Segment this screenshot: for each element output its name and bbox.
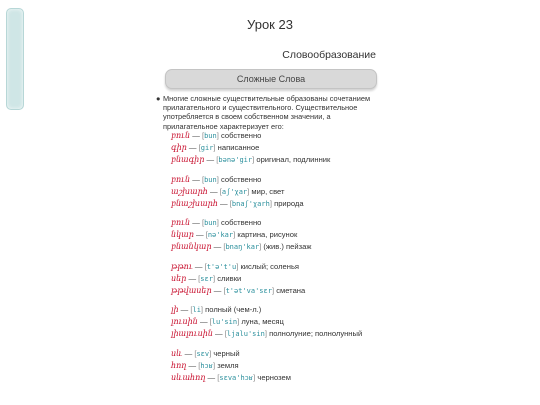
transcription: sɛr (200, 274, 213, 283)
translation: земля (217, 360, 239, 370)
armenian-word: լիալուսին (171, 329, 213, 338)
word-row (171, 142, 362, 154)
bracket-close: ] (271, 285, 275, 295)
intro-paragraph (156, 94, 374, 131)
armenian-word: աշխարհ (171, 186, 208, 196)
transcription: li (192, 306, 201, 314)
bracket-close: ] (209, 348, 212, 358)
dash: — (192, 218, 200, 227)
bracket-open: [ (190, 305, 193, 314)
dash: — (192, 131, 200, 140)
translation: кислый; соленья (240, 261, 300, 271)
bracket-open: [ (223, 242, 226, 251)
word-row (171, 198, 362, 210)
armenian-word: սև (171, 348, 183, 358)
bracket-close: ] (216, 174, 219, 184)
bracket-open: [ (216, 155, 219, 164)
word-row (171, 261, 362, 273)
bracket-open: [ (201, 131, 205, 140)
bracket-open: [ (219, 186, 222, 196)
bracket-close: ] (212, 273, 216, 283)
transcription: sɛva'hɔʁ (219, 373, 254, 382)
dash: — (188, 360, 197, 370)
armenian-word: նկար (171, 230, 194, 239)
dash: — (194, 261, 203, 271)
armenian-word: թթվասեր (171, 285, 212, 295)
dash: — (220, 198, 228, 208)
bracket-close: ] (252, 155, 255, 164)
bracket-close: ] (264, 329, 267, 338)
bracket-open: [ (229, 198, 232, 208)
word-row (171, 186, 362, 198)
dash: — (206, 155, 215, 164)
section-title: Словообразование (282, 49, 376, 61)
translation: полнолуние; полнолунный (269, 329, 363, 338)
dash: — (207, 372, 216, 382)
bracket-open: [ (201, 218, 205, 227)
translation: полный (чем-л.) (205, 305, 262, 314)
word-row (171, 304, 362, 316)
bracket-close: ] (269, 198, 272, 208)
armenian-word: լի (171, 305, 179, 314)
translation: (жив.) пейзаж (263, 242, 312, 251)
bracket-open: [ (198, 360, 201, 370)
bracket-open: [ (224, 329, 227, 338)
bracket-close: ] (216, 131, 219, 140)
dash: — (215, 329, 223, 338)
lesson-title: Урок 23 (247, 17, 293, 32)
bracket-open: [ (194, 348, 197, 358)
transcription: bun (204, 175, 217, 184)
transcription: bnaʃ'χarh (231, 199, 270, 208)
bracket-open: [ (204, 261, 207, 271)
word-row (171, 174, 362, 186)
transcription: t'ət'va'sɛr (225, 286, 272, 295)
armenian-word: սեր (171, 273, 187, 283)
dash: — (213, 242, 222, 251)
word-group (171, 348, 362, 384)
dash: — (195, 230, 204, 239)
armenian-word: բուն (171, 174, 191, 184)
word-group (171, 304, 362, 340)
word-row (171, 328, 362, 340)
bracket-close: ] (253, 372, 256, 382)
transcription: ljalu'sin (226, 330, 265, 338)
bracket-close: ] (200, 305, 204, 314)
bracket-open: [ (201, 174, 205, 184)
bracket-open: [ (205, 230, 208, 239)
bracket-close: ] (233, 230, 236, 239)
dash: — (188, 273, 197, 283)
word-row (171, 273, 362, 285)
armenian-word: բուն (171, 218, 191, 227)
translation: сливки (217, 273, 242, 283)
translation: оригинал, подлинник (256, 155, 331, 164)
bracket-close: ] (216, 218, 219, 227)
bracket-close: ] (237, 317, 240, 326)
word-row (171, 372, 362, 384)
translation: написанное (217, 143, 260, 152)
armenian-word: լուսին (171, 317, 198, 326)
word-group (171, 261, 362, 297)
word-group (171, 130, 362, 166)
bracket-close: ] (213, 360, 216, 370)
word-row (171, 130, 362, 142)
word-groups (171, 130, 362, 391)
dash: — (188, 143, 197, 152)
armenian-word: գիր (171, 143, 187, 152)
dash: — (180, 305, 189, 314)
transcription: bun (204, 132, 217, 140)
dash: — (199, 317, 208, 326)
translation: собственно (220, 174, 262, 184)
translation: природа (274, 198, 304, 208)
transcription: bnaŋ'kar (225, 243, 260, 251)
translation: сметана (276, 285, 306, 295)
armenian-word: սևահող (171, 372, 206, 382)
word-row (171, 316, 362, 328)
translation: собственно (220, 131, 262, 140)
dash: — (184, 348, 193, 358)
word-row (171, 217, 362, 229)
armenian-word: բնաշխարհ (171, 198, 218, 208)
word-group (171, 217, 362, 253)
armenian-word: բուն (171, 131, 191, 140)
dash: — (213, 285, 222, 295)
transcription: nə'kar (207, 231, 234, 239)
transcription: bənə'gir (218, 156, 253, 164)
transcription: gir (200, 144, 214, 152)
bracket-close: ] (259, 242, 262, 251)
translation: картина, рисунок (237, 230, 298, 239)
word-row (171, 229, 362, 241)
translation: собственно (220, 218, 262, 227)
section-pill: Сложные Слова (165, 69, 377, 89)
transcription: bun (204, 219, 217, 227)
bracket-close: ] (213, 143, 216, 152)
word-group (171, 174, 362, 210)
transcription: lu'sin (211, 318, 238, 326)
armenian-word: թթու (171, 261, 193, 271)
word-row (171, 241, 362, 253)
dash: — (210, 186, 218, 196)
armenian-word: բնագիր (171, 155, 205, 164)
transcription: sɛv (196, 349, 210, 358)
bracket-close: ] (247, 186, 250, 196)
bracket-open: [ (223, 285, 226, 295)
bracket-open: [ (198, 143, 201, 152)
armenian-word: բնանկար (171, 242, 212, 251)
transcription: aʃ'χar (221, 187, 248, 196)
translation: чернозем (257, 372, 291, 382)
armenian-word: հող (171, 360, 187, 370)
bracket-close: ] (236, 261, 239, 271)
word-row (171, 285, 362, 297)
bracket-open: [ (217, 372, 220, 382)
transcription: t'ə't'u (206, 262, 237, 271)
word-row (171, 348, 362, 360)
bracket-open: [ (209, 317, 212, 326)
word-row (171, 154, 362, 166)
intro-text: Многие сложные существительные образованы сочетанием прилагательного и существительного. Существительное употребляется в своем собственном значении, а прилагательное характеризует его: (163, 94, 371, 131)
translation: черный (213, 348, 240, 358)
translation: луна, месяц (241, 317, 284, 326)
translation: мир, свет (251, 186, 285, 196)
dash: — (192, 174, 200, 184)
bullet-icon: ● (156, 94, 161, 103)
bracket-open: [ (198, 273, 201, 283)
word-row (171, 360, 362, 372)
transcription: hɔʁ (200, 361, 213, 370)
